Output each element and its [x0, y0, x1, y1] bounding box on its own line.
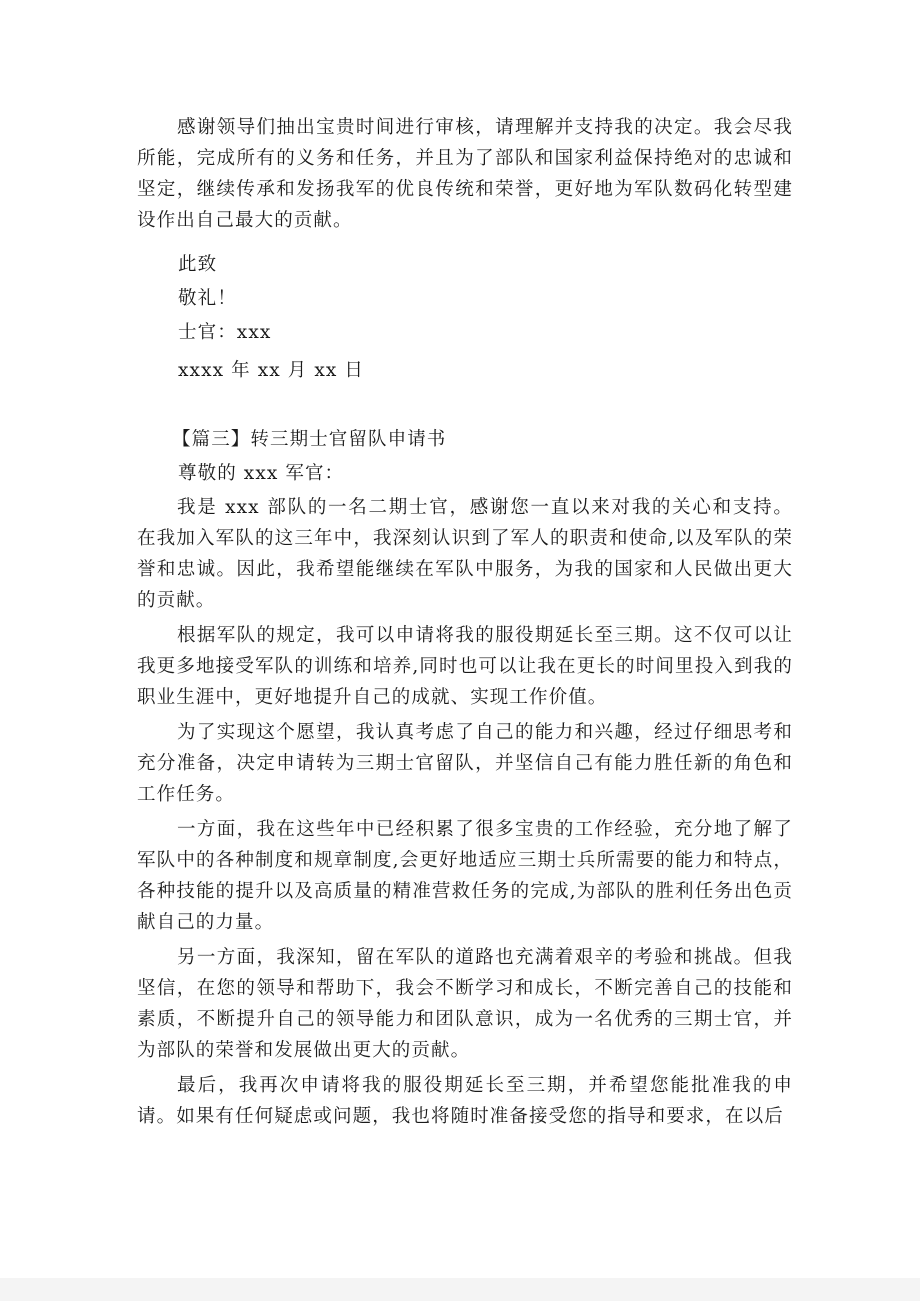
letter-body: [137, 492, 793, 1136]
body-paragraph: 另一方面，我深知，留在军队的道路也充满着艰辛的考验和挑战。但我坚信，在您的领导和帮助下，我会不断学习和成长，不断完善自己的技能和素质，不断提升自己的领导能力和团队意识，成为一名优秀的三期士官，并为部队的荣誉和发展做出更大的贡献。: [137, 947, 793, 1061]
closing-ci-zhi: 此致: [178, 254, 218, 275]
body-paragraph: 我是 xxx 部队的一名二期士官，感谢您一直以来对我的关心和支持。在我加入军队的这三年中，我深刻认识到了军人的职责和使命,以及军队的荣誉和忠诚。因此，我希望能继续在军队中服务，为我的国家和人民做出更大的贡献。: [137, 497, 793, 611]
body-paragraph: 一方面，我在这些年中已经积累了很多宝贵的工作经验，充分地了解了军队中的各种制度和规章制度,会更好地适应三期士兵所需要的能力和特点，各种技能的提升以及高质量的精准营救任务的完成,为部队的胜利任务出色贡献自己的力量。: [137, 819, 793, 933]
salutation: 尊敬的 xxx 军官：: [178, 463, 345, 484]
date: xxxx 年 xx 月 xx 日: [178, 360, 364, 381]
body-paragraph: 最后，我再次申请将我的服役期延长至三期，并希望您能批准我的申请。如果有任何疑虑或问题，我也将随时准备接受您的指导和要求，在以后: [137, 1075, 793, 1127]
body-paragraph: 为了实现这个愿望，我认真考虑了自己的能力和兴趣，经过仔细思考和充分准备，决定申请转为三期士官留队，并坚信自己有能力胜任新的角色和工作任务。: [137, 722, 793, 805]
section-heading: 【篇三】转三期士官留队申请书: [172, 429, 447, 450]
closing-paragraph: 感谢领导们抽出宝贵时间进行审核，请理解并支持我的决定。我会尽我所能，完成所有的义务和任务，并且为了部队和国家利益保持绝对的忠诚和坚定，继续传承和发扬我军的优良传统和荣誉，更好地为军队数码化转型建设作出自己最大的贡献。: [137, 117, 793, 231]
closing-jing-li: 敬礼！: [178, 288, 237, 309]
closing-paragraph-block: [137, 112, 793, 240]
body-paragraph: 根据军队的规定，我可以申请将我的服役期延长至三期。这不仅可以让我更多地接受军队的训练和培养,同时也可以让我在更长的时间里投入到我的职业生涯中，更好地提升自己的成就、实现工作价值。: [137, 625, 793, 708]
page-bottom-band: [0, 1278, 920, 1301]
signature: 士官：xxx: [178, 322, 272, 343]
